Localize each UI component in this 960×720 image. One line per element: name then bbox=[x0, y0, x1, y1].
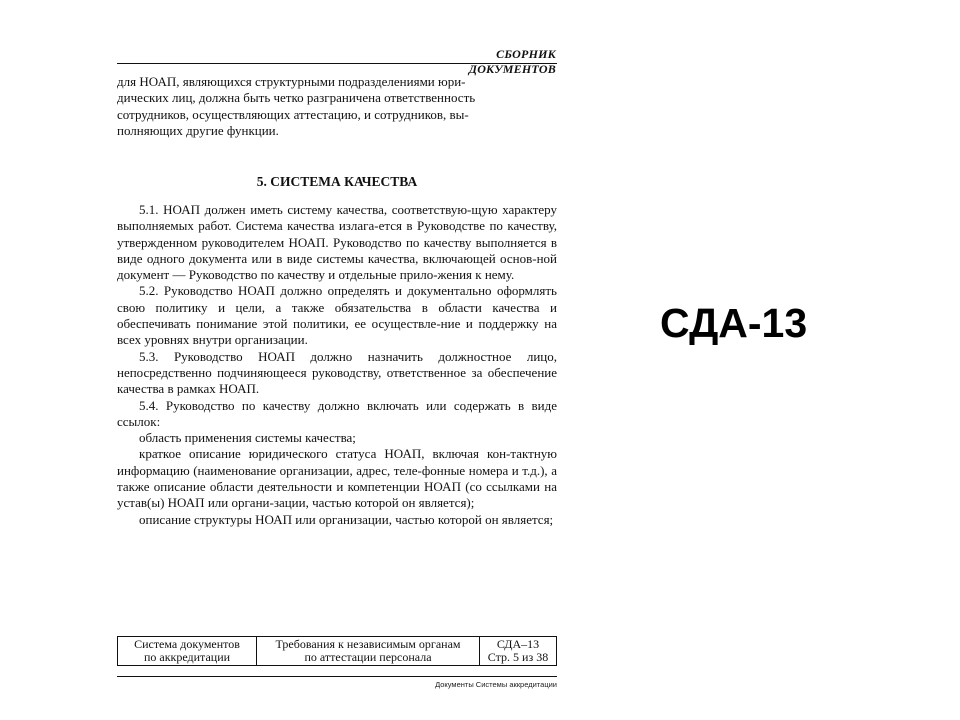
footer-cell-line: Требования к независимым органам bbox=[275, 637, 461, 651]
footer-note: Документы Системы аккредитации bbox=[435, 680, 557, 689]
footer-cell-title bbox=[257, 637, 480, 666]
running-header: СБОРНИК ДОКУМЕНТОВ bbox=[468, 47, 556, 76]
intro-paragraph bbox=[117, 74, 557, 139]
paragraph-5-2: 5.2. Руководство НОАП должно определять и документально оформлять свою политику и цели, а также обязательства в области качества и обеспечивать понимание этой политики, ее осуществле-ние и поддержку на всех уровнях внутри организации. bbox=[117, 283, 557, 348]
intro-line: дических лиц, должна быть четко разграничена ответственность bbox=[117, 90, 476, 106]
footer-cell-line: по аккредитации bbox=[143, 650, 231, 664]
document-code-label: СДА-13 bbox=[660, 300, 808, 346]
section-heading: 5. СИСТЕМА КАЧЕСТВА bbox=[256, 174, 418, 189]
footer-rule bbox=[117, 676, 557, 677]
list-item: область применения системы качества; bbox=[139, 430, 356, 446]
paragraph-5-4: 5.4. Руководство по качеству должно включать или содержать в виде ссылок: bbox=[117, 397, 557, 429]
intro-line: полняющих другие функции. bbox=[117, 122, 279, 138]
intro-line: для НОАП, являющихся структурными подразделениями юри- bbox=[117, 74, 466, 89]
footer-cell-code bbox=[480, 637, 557, 666]
footer-cell-line: Система документов bbox=[134, 637, 240, 651]
header-rule bbox=[117, 63, 557, 64]
footer-cell-line: по аттестации персонала bbox=[304, 650, 432, 664]
paragraph-5-3: 5.3. Руководство НОАП должно назначить должностное лицо, непосредственно подчиняющееся руководству, ответственное за обеспечение качества в рамках НОАП. bbox=[117, 348, 557, 397]
paragraph-5-1: 5.1. НОАП должен иметь систему качества, соответствую-щую характеру выполняемых работ. Система качества излага-ется в Руководстве по качеству, утвержденном руководителем НОАП. Руководство по качеству выполняется в виде одного документа или в виде системы качества, включающей основ-ной документ — Руководство по качеству и отдельные прило-жения к нему. bbox=[117, 202, 557, 283]
footer-cell-line: Стр. 5 из 38 bbox=[487, 650, 549, 664]
intro-line: сотрудников, осуществляющих аттестацию, и сотрудников, вы- bbox=[117, 106, 469, 122]
section-body bbox=[117, 202, 557, 528]
list-item: описание структуры НОАП или организации, частью которой он является; bbox=[139, 511, 554, 527]
footer-cell-system bbox=[118, 637, 257, 666]
footer-table bbox=[117, 636, 557, 666]
list-item: краткое описание юридического статуса НОАП, включая кон-тактную информацию (наименование организации, адрес, теле-фонные номера и т.д.), а также описание области деятельности и компетенции НОАП (со ссылками на устав(ы) НОАП или органи-зации, частью которой он является); bbox=[117, 446, 557, 511]
footer-cell-line: СДА–13 bbox=[496, 637, 540, 651]
